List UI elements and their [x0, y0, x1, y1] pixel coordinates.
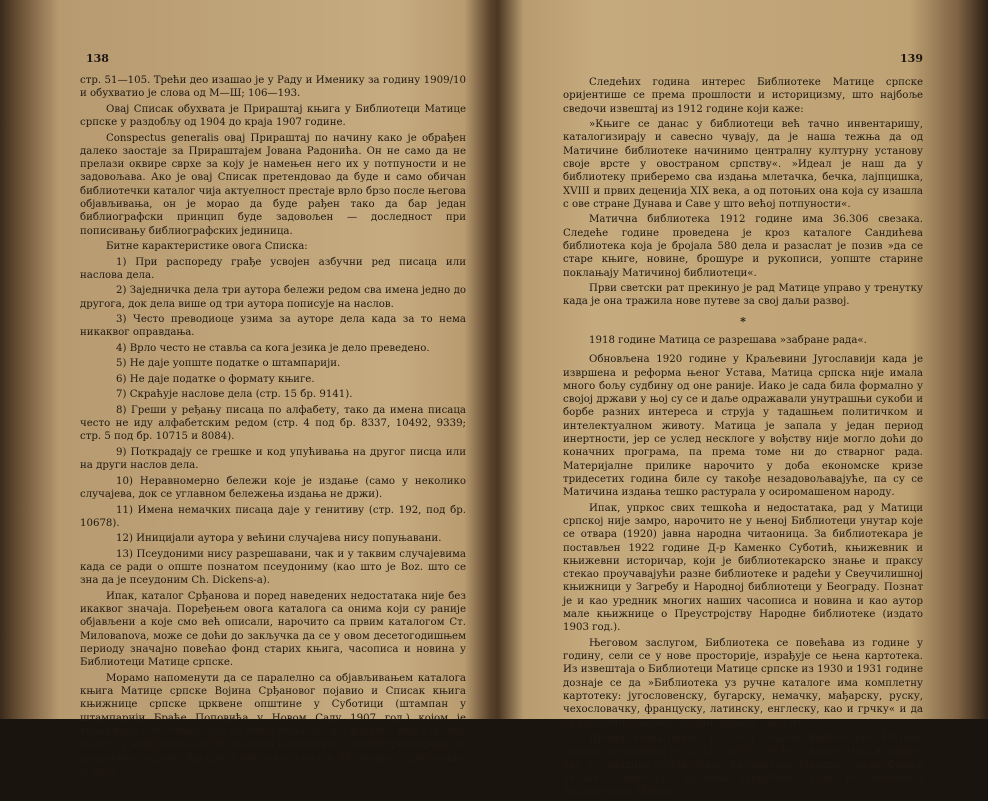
page-number-right: 139 — [900, 52, 923, 65]
paragraph: Conspectus generalis овај Прираштај по начину како је обрађен далеко заостаје за Прираштајем Јована Радонића. Он не само да не прелази оквире сврхе за коју је намењен него их у потпуности и не задовољава. Ако је овај Списак претендовао да буде и само обичан библиотечки каталог чија актуелност престаје врло брзо после његова објављивања, он је морао да буде рађен тако да бар један библиографски принцип буде задовољен — доследност при пописивању библиографских јединица. — [80, 132, 466, 237]
right-page-body — [563, 76, 923, 801]
paragraph: Први светски рат прекинуо је рад Матице управо у тренутку када је она тражила нове путеве за свој даљи развој. — [563, 283, 923, 308]
paragraph: 5) Не даје уопште податке о штампарији. — [116, 358, 341, 370]
left-page-body — [80, 74, 466, 780]
paragraph: 4) Врло често не ставља са кога језика је дело преведено. — [116, 342, 430, 354]
paragraph: Ипак, каталог Срђанова и поред наведених недостатака није без икаквог значаја. Поређењем овога каталога са онима који су раније објављени а које смо већ описали, нарочито са првим каталогом Ст. Миловanova, може се доћи до закључка да се у овом десетогодишњем периоду значајно повећао фонд старих књига, часописа и новина у Библиотеци Матице српске. — [80, 590, 466, 669]
paragraph: 8) Греши у ређању писаца по алфабету, тако да имена писаца често не иду алфабетским редом (стр. 4 под бр. 8337, 10492, 9339; стр. 5 под бр. 10715 и 8084). — [80, 404, 466, 443]
paragraph: Следећих година интерес Библиотеке Матице српске оријентише се према прошлости и историцизму, што најбоље сведочи извештај из 1912 године који каже: — [563, 77, 923, 115]
paragraph: стр. 51—105. Трећи део изашао је у Раду и Именику за годину 1909/10 и обухватио је слова од М—Ш; 106—193. — [80, 75, 466, 100]
paragraph: 7) Скраћује наслове дела (стр. 15 бр. 9141). — [116, 389, 353, 401]
paragraph: Морамо напоменути да се паралелно са објављивањем каталога књига Матице српске Војина Срђановог појавио и Списак књига књижнице српске црквене општине у Суботици (штампан у штампарији Браће Поповића у Новом Саду 1907 год.) којом је управљала Суботичка српска читаоница. И овај каталог има стручну поделу у којој видно место заузима књижевност, издиференцирана на књижевне родове. Вредност овога каталога и Матичиног приближно је иста. — [80, 672, 466, 777]
paragraph: 3) Често преводиоце узима за ауторе дела када за то нема никаквог оправдања. — [80, 314, 466, 339]
paragraph: Битне карактеристике овога Списка: — [106, 241, 308, 253]
paragraph: Ипак, упркос свих тешкоћа и недостатака, рад у Матици српској није замро, нарочито не у њеној Библиотеци унутар које се отвара (1920) јавна народна читаоница. За библиотекара је постављен 1922 године Д-р Каменко Суботић, књижевник и књижевни историчар, који је библиотекарско знање и праксу стекао проучавајући разне библиотеке и радећи у Свеучилишној књижници у Загребу и Народној библиотеци у Београду. Познат је и као уредник многих наших часописа и новина и као аутор мале књижнице о Преустројству Народне библиотеке (издато 1903 год.). — [563, 502, 923, 634]
paragraph: 6) Не даје податке о формату књиге. — [116, 373, 315, 385]
paragraph: 10) Неравномерно бележи које је издање (само у неколико случајева, док се углавном бележења издања не држи). — [80, 475, 466, 501]
paragraph: 13) Псеудоними нису разрешавани, чак и у таквим случајевима када се ради о опште познатом псеудониму (као што је Boz. што се зна да је псеудоним Ch. Dickens-а). — [80, 548, 466, 587]
section-heading: 1918 године Матица се разрешава »забране рада«. — [589, 334, 867, 346]
paragraph: Његовом заслугом, Библиотека се повећава из године у годину, сели се у нове просторије, израђује се њена картотека. Из извештаја о Библиотеци Матице српске из 1930 и 1931 године дознаје се да »Библиотека уз ручне каталоге има комплетну картотеку: југословенску, бугарску, немачку, мађарску, руску, чехословачку, француску, латинску, енглеску, као и грчку« и да су свршени основни организациони послови. — [563, 637, 923, 729]
paragraph: 9) Поткрадају се грешке и код упућивања на другог писца или на други наслов дела. — [80, 446, 466, 472]
paragraph: Обновљена 1920 године у Краљевини Југославији када је извршена и реформа њеног Устава, Матица српска није имала много бољу судбину од оне раније. Иако је сада била формално у својој држави у њој су се и даље одражавали унутрашњи сукоби и борбе разних интереса и струја у тадашњем политичком и интелектуалном животу. Матица је запала у један период инертности, јер се услед несклоге у вођству није могло доћи до коначних програма, па према томе ни до стварног рада. Материјалне прилике нарочито у доба економске кризе тридесетих година биле су такође незадовољавајуће, па су се Матичина издања тешко растурала у осиромашеном народу. — [563, 354, 923, 499]
paragraph: 1) При распореду грађе усвојен азбучни ред писаца или наслова дела. — [80, 256, 466, 281]
paragraph: 11) Имена немачких писаца даје у генитиву (стр. 192, под бр. 10678). — [80, 504, 466, 529]
paragraph: Према извештајима из 1931 године Библиотека Матице српске поседовала је 25.837 дела у 60.102 свеске. Овај извештај дао је тадашњи библиотекар Библиотеке Матице српске Фрања Малин, професор, уредник Отаџбине, који је, поставши библиотекар Матице — [563, 733, 923, 798]
page-number-left: 138 — [86, 52, 109, 65]
section-separator: * — [740, 314, 746, 328]
paragraph: Матична библиотека 1912 године има 36.306 свезака. Следеће године проведена је кроз каталоге Сандићева библиотека која је бројала 580 дела и разаслат је позив »да се старе књиге, новине, брошуре и рукописи, уопште старине поклањају Матичиној библиотеци«. — [563, 214, 923, 279]
paragraph: Овај Списак обухвата је Прираштај књига у Библиотеци Матице српске у раздобљу од 1904 до краја 1907 године. — [80, 103, 466, 129]
paragraph: »Књиге се данас у библиотеци већ тачно инвентаришу, каталогизирају и савесно чувају, да је наша тежња да од Матичине библиотеке начинимо централну културну установу своје врсте у овостраном српству«. »Идеал је наш да у библиотеку приберемо сва издања млетачка, бечка, лајпцишка, XVIII и првих деценија XIX века, а од потоњих она која су изашла с ове стране Дунава и Саве у што већој потпуности«. — [563, 119, 923, 210]
paragraph: 12) Иницијали аутора у већини случајева нису попуњавани. — [116, 533, 442, 545]
paragraph: 2) Заједничка дела три аутора бележи редом сва имена једно до другога, док дела више од три аутора пописује на наслов. — [80, 285, 466, 310]
